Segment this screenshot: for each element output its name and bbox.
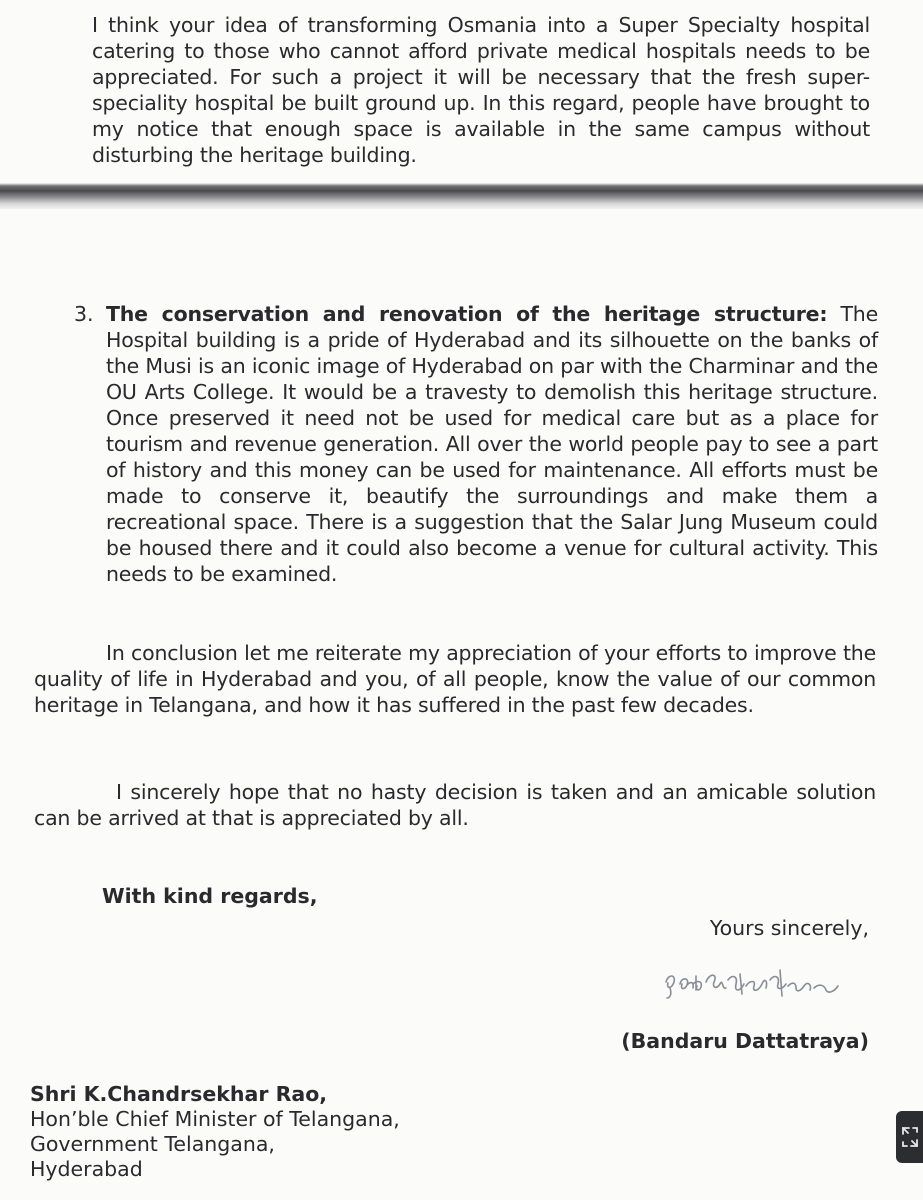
handwritten-signature <box>660 962 850 1008</box>
page-fold-divider <box>0 183 923 209</box>
signer-name: (Bandaru Dattatraya) <box>621 1029 869 1053</box>
item-number: 3. <box>74 302 94 326</box>
addressee-organization: Government Telangana, <box>30 1132 275 1156</box>
expand-icon <box>901 1126 919 1148</box>
expand-button[interactable] <box>896 1111 923 1163</box>
paragraph-hope: I sincerely hope that no hasty decision is taken and an amicable solution can be arrived at that is appreciated by all. <box>34 780 876 830</box>
paragraph-conclusion: In conclusion let me reiterate my appreciation of your efforts to improve the quality of life in Hyderabad and you, of all people, know the value of our common heritage in Telangana, and how it has suffered in the past few decades. <box>34 641 876 717</box>
closing-line: Yours sincerely, <box>709 916 869 940</box>
item-heritage-conservation <box>106 301 878 587</box>
paragraph-osmania-proposal: I think your idea of transforming Osmania into a Super Specialty hospital catering to those who cannot afford private medical hospitals needs to be appreciated. For such a project it will be necessary that the fresh super-speciality hospital be built ground up. In this regard, people have brought to my notice that enough space is available in the same campus without disturbing the heritage building. <box>92 13 870 167</box>
addressee-block <box>30 1082 400 1182</box>
regards-line: With kind regards, <box>102 884 318 908</box>
addressee-title: Hon’ble Chief Minister of Telangana, <box>30 1107 400 1131</box>
addressee-city: Hyderabad <box>30 1157 143 1181</box>
item-heading: The conservation and renovation of the heritage structure: <box>106 302 828 326</box>
item-body: The Hospital building is a pride of Hyderabad and its silhouette on the banks of the Musi is an iconic image of Hyderabad on par with the Charminar and the OU Arts College. It would be a travesty to demolish this heritage structure. Once preserved it need not be used for medical care but as a place for tourism and revenue generation. All over the world people pay to see a part of history and this money can be used for maintenance. All efforts must be made to conserve it, beautify the surroundings and make them a recreational space. There is a suggestion that the Salar Jung Museum could be housed there and it could also become a venue for cultural activity. This needs to be examined. <box>106 302 878 586</box>
addressee-name: Shri K.Chandrsekhar Rao, <box>30 1082 328 1106</box>
